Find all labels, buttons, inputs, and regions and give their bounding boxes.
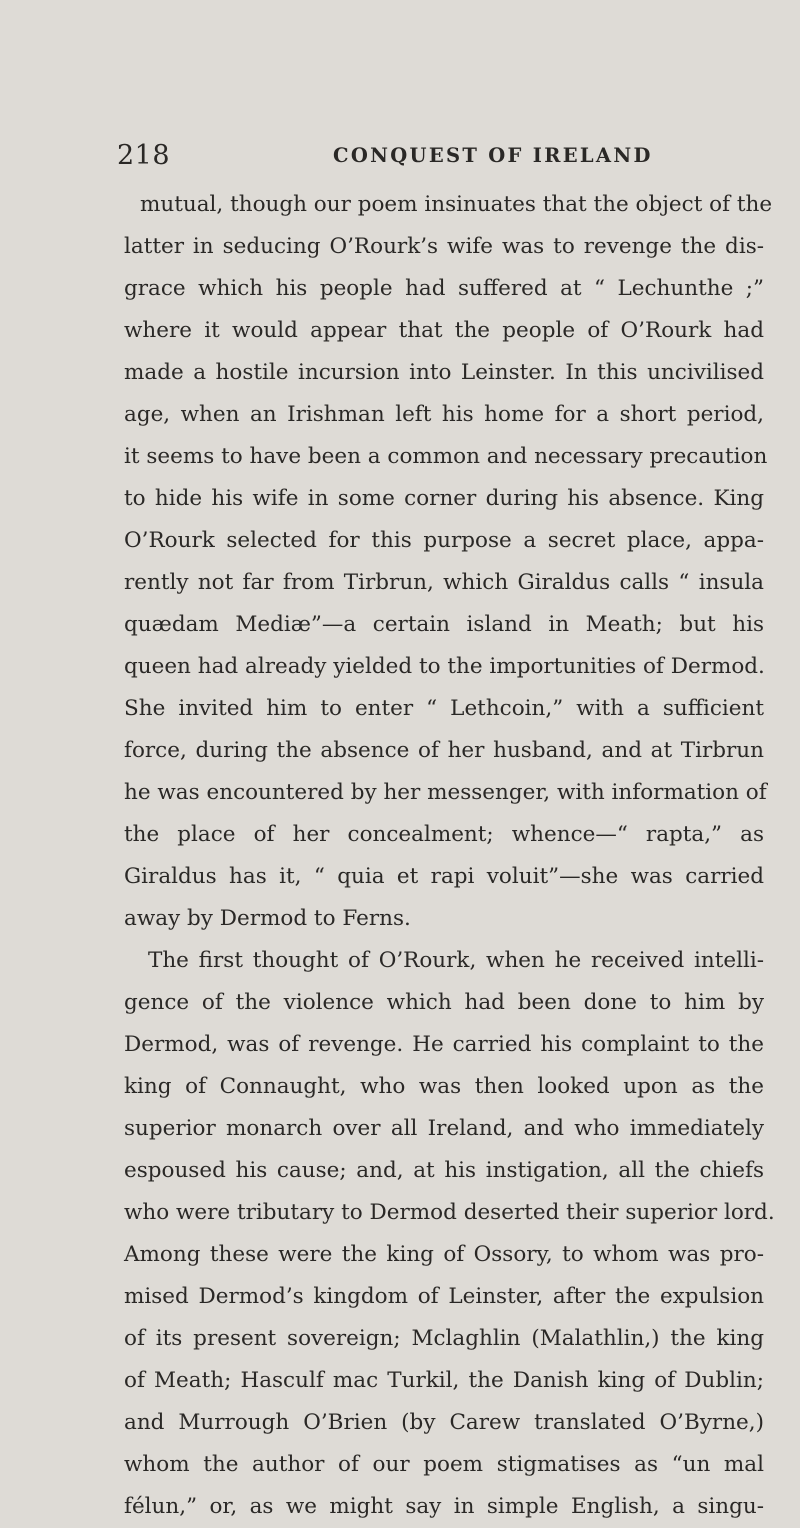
text-line: of its present sovereign; Mclaghlin (Malathlin,) the king	[124, 1326, 764, 1351]
text-line: Giraldus has it, “ quia et rapi voluit”—she was carried	[124, 864, 764, 889]
text-line: away by Dermod to Ferns.	[124, 906, 411, 931]
text-line: She invited him to enter “ Lethcoin,” with a sufficient	[124, 696, 764, 721]
running-title: CONQUEST OF IRELAND	[333, 144, 653, 167]
text-line: superior monarch over all Ireland, and who immediately	[124, 1116, 764, 1141]
text-line: whom the author of our poem stigmatises as “un mal	[124, 1452, 764, 1477]
text-line: The first thought of O’Rourk, when he received intelli-	[148, 948, 764, 973]
text-line: force, during the absence of her husband, and at Tirbrun	[124, 738, 764, 763]
text-line: espoused his cause; and, at his instigation, all the chiefs	[124, 1158, 764, 1183]
text-line: mised Dermod’s kingdom of Leinster, after the expulsion	[124, 1284, 764, 1309]
text-line: quædam Mediæ”—a certain island in Meath; but his	[124, 612, 764, 637]
text-line: latter in seducing O’Rourk’s wife was to revenge the dis-	[124, 234, 764, 259]
text-line: and Murrough O’Brien (by Carew translated O’Byrne,)	[124, 1410, 764, 1435]
text-line: rently not far from Tirbrun, which Giraldus calls “ insula	[124, 570, 764, 595]
text-line: gence of the violence which had been done to him by	[124, 990, 764, 1015]
text-line: Dermod, was of revenge. He carried his complaint to the	[124, 1032, 764, 1057]
text-line: king of Connaught, who was then looked upon as the	[124, 1074, 764, 1099]
text-line: he was encountered by her messenger, with information of	[124, 780, 767, 805]
text-line: of Meath; Hasculf mac Turkil, the Danish king of Dublin;	[124, 1368, 764, 1393]
text-line: Among these were the king of Ossory, to whom was pro-	[124, 1242, 764, 1267]
page-number: 218	[117, 140, 171, 171]
text-line: the place of her concealment; whence—“ rapta,” as	[124, 822, 764, 847]
text-line: félun,” or, as we might say in simple English, a singu-	[124, 1494, 764, 1519]
text-line: queen had already yielded to the importunities of Dermod.	[124, 654, 765, 679]
text-line: mutual, though our poem insinuates that the object of the	[140, 192, 773, 217]
text-line: who were tributary to Dermod deserted their superior lord.	[124, 1200, 775, 1225]
text-line: grace which his people had suffered at “ Lechunthe ;”	[124, 276, 764, 301]
text-line: where it would appear that the people of O’Rourk had	[124, 318, 764, 343]
text-line: it seems to have been a common and necessary precaution	[124, 444, 768, 469]
text-line: to hide his wife in some corner during his absence. King	[124, 486, 764, 511]
body-text	[124, 184, 775, 1528]
text-line: age, when an Irishman left his home for a short period,	[124, 402, 764, 427]
running-head	[0, 140, 800, 180]
text-line: O’Rourk selected for this purpose a secret place, appa-	[124, 528, 764, 553]
text-line: made a hostile incursion into Leinster. In this uncivilised	[124, 360, 764, 385]
